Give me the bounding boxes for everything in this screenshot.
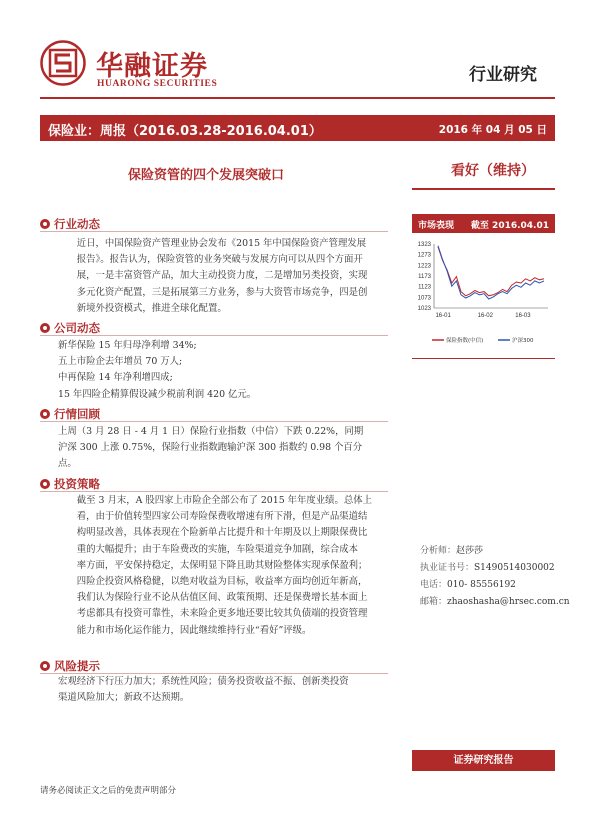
analyst-phone-row: 电话：010- 85556192 bbox=[420, 580, 516, 590]
market-performance-header bbox=[412, 214, 555, 233]
legend-label: 保险指数(中信) bbox=[446, 338, 484, 344]
bullet-icon bbox=[40, 479, 50, 489]
disclaimer: 请务必阅读正文之后的免责声明部分 bbox=[40, 786, 177, 796]
analyst-email-row: 邮箱：zhaoshasha@hrsec.com.cn bbox=[420, 597, 570, 607]
brand-name-english: HUARONG SECURITIES bbox=[97, 79, 218, 89]
brand-name: 华融证券 bbox=[96, 51, 208, 82]
rating-badge: 看好（维持） bbox=[412, 160, 555, 190]
series-line-insurance-index bbox=[438, 247, 544, 296]
industry-paragraph: 近日，中国保险资产管理业协会发布《2015 年中国保险资产管理发展 报告》。报告认为，保险资管的业务突破与发展方向可以从四个方面开 展，一是丰富资管产品，加大主动投资力度，二是增加另类投资，实现 多元化资产配置，三是拓展第三方业务，参与大资管市场竞争，四是创 新境外投资模式，推进全球化配置。 bbox=[76, 238, 368, 314]
y-tick-label: 1223 bbox=[417, 263, 431, 270]
y-tick-label: 1073 bbox=[417, 295, 431, 302]
market-as-of: 截至 2016.04.01 bbox=[470, 221, 549, 231]
report-date: 2016 年 04 月 05 日 bbox=[438, 124, 547, 136]
market-label: 市场表现 bbox=[418, 221, 455, 231]
series-line-csi300 bbox=[438, 246, 544, 299]
y-tick-label: 1173 bbox=[418, 274, 431, 280]
section-heading-industry: 行业动态 bbox=[40, 216, 100, 232]
company-paragraph: 新华保险 15 年归母净利增 34%; 五上市险企去年增员 70 万人; 中再保险 14 年净利增四成; 15 年四险企精算假设减少税前利润 420 亿元。 bbox=[58, 340, 257, 400]
x-tick-label: 16-01 bbox=[435, 313, 451, 319]
section-heading-review: 行情回顾 bbox=[40, 406, 100, 422]
x-tick-label: 16-02 bbox=[477, 313, 493, 319]
section-divider bbox=[40, 421, 388, 422]
analyst-license-row: 执业证书号：S1490514030002 bbox=[420, 563, 555, 573]
analyst-phone: 010- 85556192 bbox=[447, 580, 516, 590]
huarong-logo-icon bbox=[40, 40, 86, 86]
section-heading-risk: 风险提示 bbox=[40, 658, 100, 674]
y-tick-label: 1273 bbox=[417, 252, 431, 259]
report-type: 行业研究 bbox=[469, 65, 537, 85]
analyst-email[interactable]: zhaoshasha@hrsec.com.cn bbox=[447, 597, 570, 607]
report-title: 保险业：周报（2016.03.28-2016.04.01） bbox=[48, 124, 322, 139]
bullet-icon bbox=[40, 661, 50, 671]
title-bar bbox=[40, 115, 555, 141]
section-divider bbox=[40, 491, 388, 492]
y-tick-label: 1123 bbox=[418, 284, 431, 291]
section-divider bbox=[40, 335, 388, 336]
risk-paragraph: 宏观经济下行压力加大；系统性风险；债务投资收益不振、创新类投资 渠道风险加大；新政不达预期。 bbox=[58, 676, 349, 704]
review-paragraph: 上周（3 月 28 日 - 4 月 1 日）保险行业指数（中信）下跌 0.22%，同期 沪深 300 上涨 0.75%，保险行业指数跑输沪深 300 指数约 0.98 个百分 点。 bbox=[58, 426, 364, 470]
y-tick-label: 1023 bbox=[417, 306, 431, 312]
x-tick-label: 16-03 bbox=[515, 313, 531, 319]
analyst-name: 赵莎莎 bbox=[456, 546, 484, 556]
bullet-icon bbox=[40, 219, 50, 229]
report-category-tag: 证券研究报告 bbox=[412, 750, 555, 771]
header-divider bbox=[40, 97, 555, 99]
bullet-icon bbox=[40, 323, 50, 333]
market-performance-chart bbox=[412, 236, 555, 356]
bullet-icon bbox=[40, 409, 50, 419]
section-heading-strategy: 投资策略 bbox=[40, 476, 100, 492]
y-tick-label: 1323 bbox=[417, 242, 431, 248]
market-divider bbox=[412, 358, 555, 359]
section-heading-company: 公司动态 bbox=[40, 320, 100, 336]
strategy-paragraph: 截至 3 月末，A 股四家上市险企全部公布了 2015 年年度业绩。总体上 看，由于价值转型四家公司寿险保费收增速有所下滑，但是产品渠道结 构明显改善，具体表现在个险新单占比提升和十年期及以上期限保费比 重的大幅提升；由于车险费改的实施，车险渠道竞争加剧，综合成本 率方面，平安保持稳定，太保明显下降且助其财险整体实现承保盈利； 四险企投资风格稳健，以绝对收益为目标，收益率方面均创近年新高， 我们认为保险行业不论从估值区间、政策预期、还是保费增长基本面上 考虑都具有投资可靠性，未来险企更多地还要比较其负债端的投资管理 能力和市场化运作能力，因此继续维持行业“看好”评级。 bbox=[76, 495, 373, 636]
legend-label: 沪深300 bbox=[512, 338, 534, 344]
headline: 保险资管的四个发展突破口 bbox=[128, 168, 285, 183]
analyst-license: S1490514030002 bbox=[474, 563, 555, 573]
analyst-name-row: 分析师：赵莎莎 bbox=[420, 546, 484, 556]
section-divider bbox=[40, 231, 388, 232]
